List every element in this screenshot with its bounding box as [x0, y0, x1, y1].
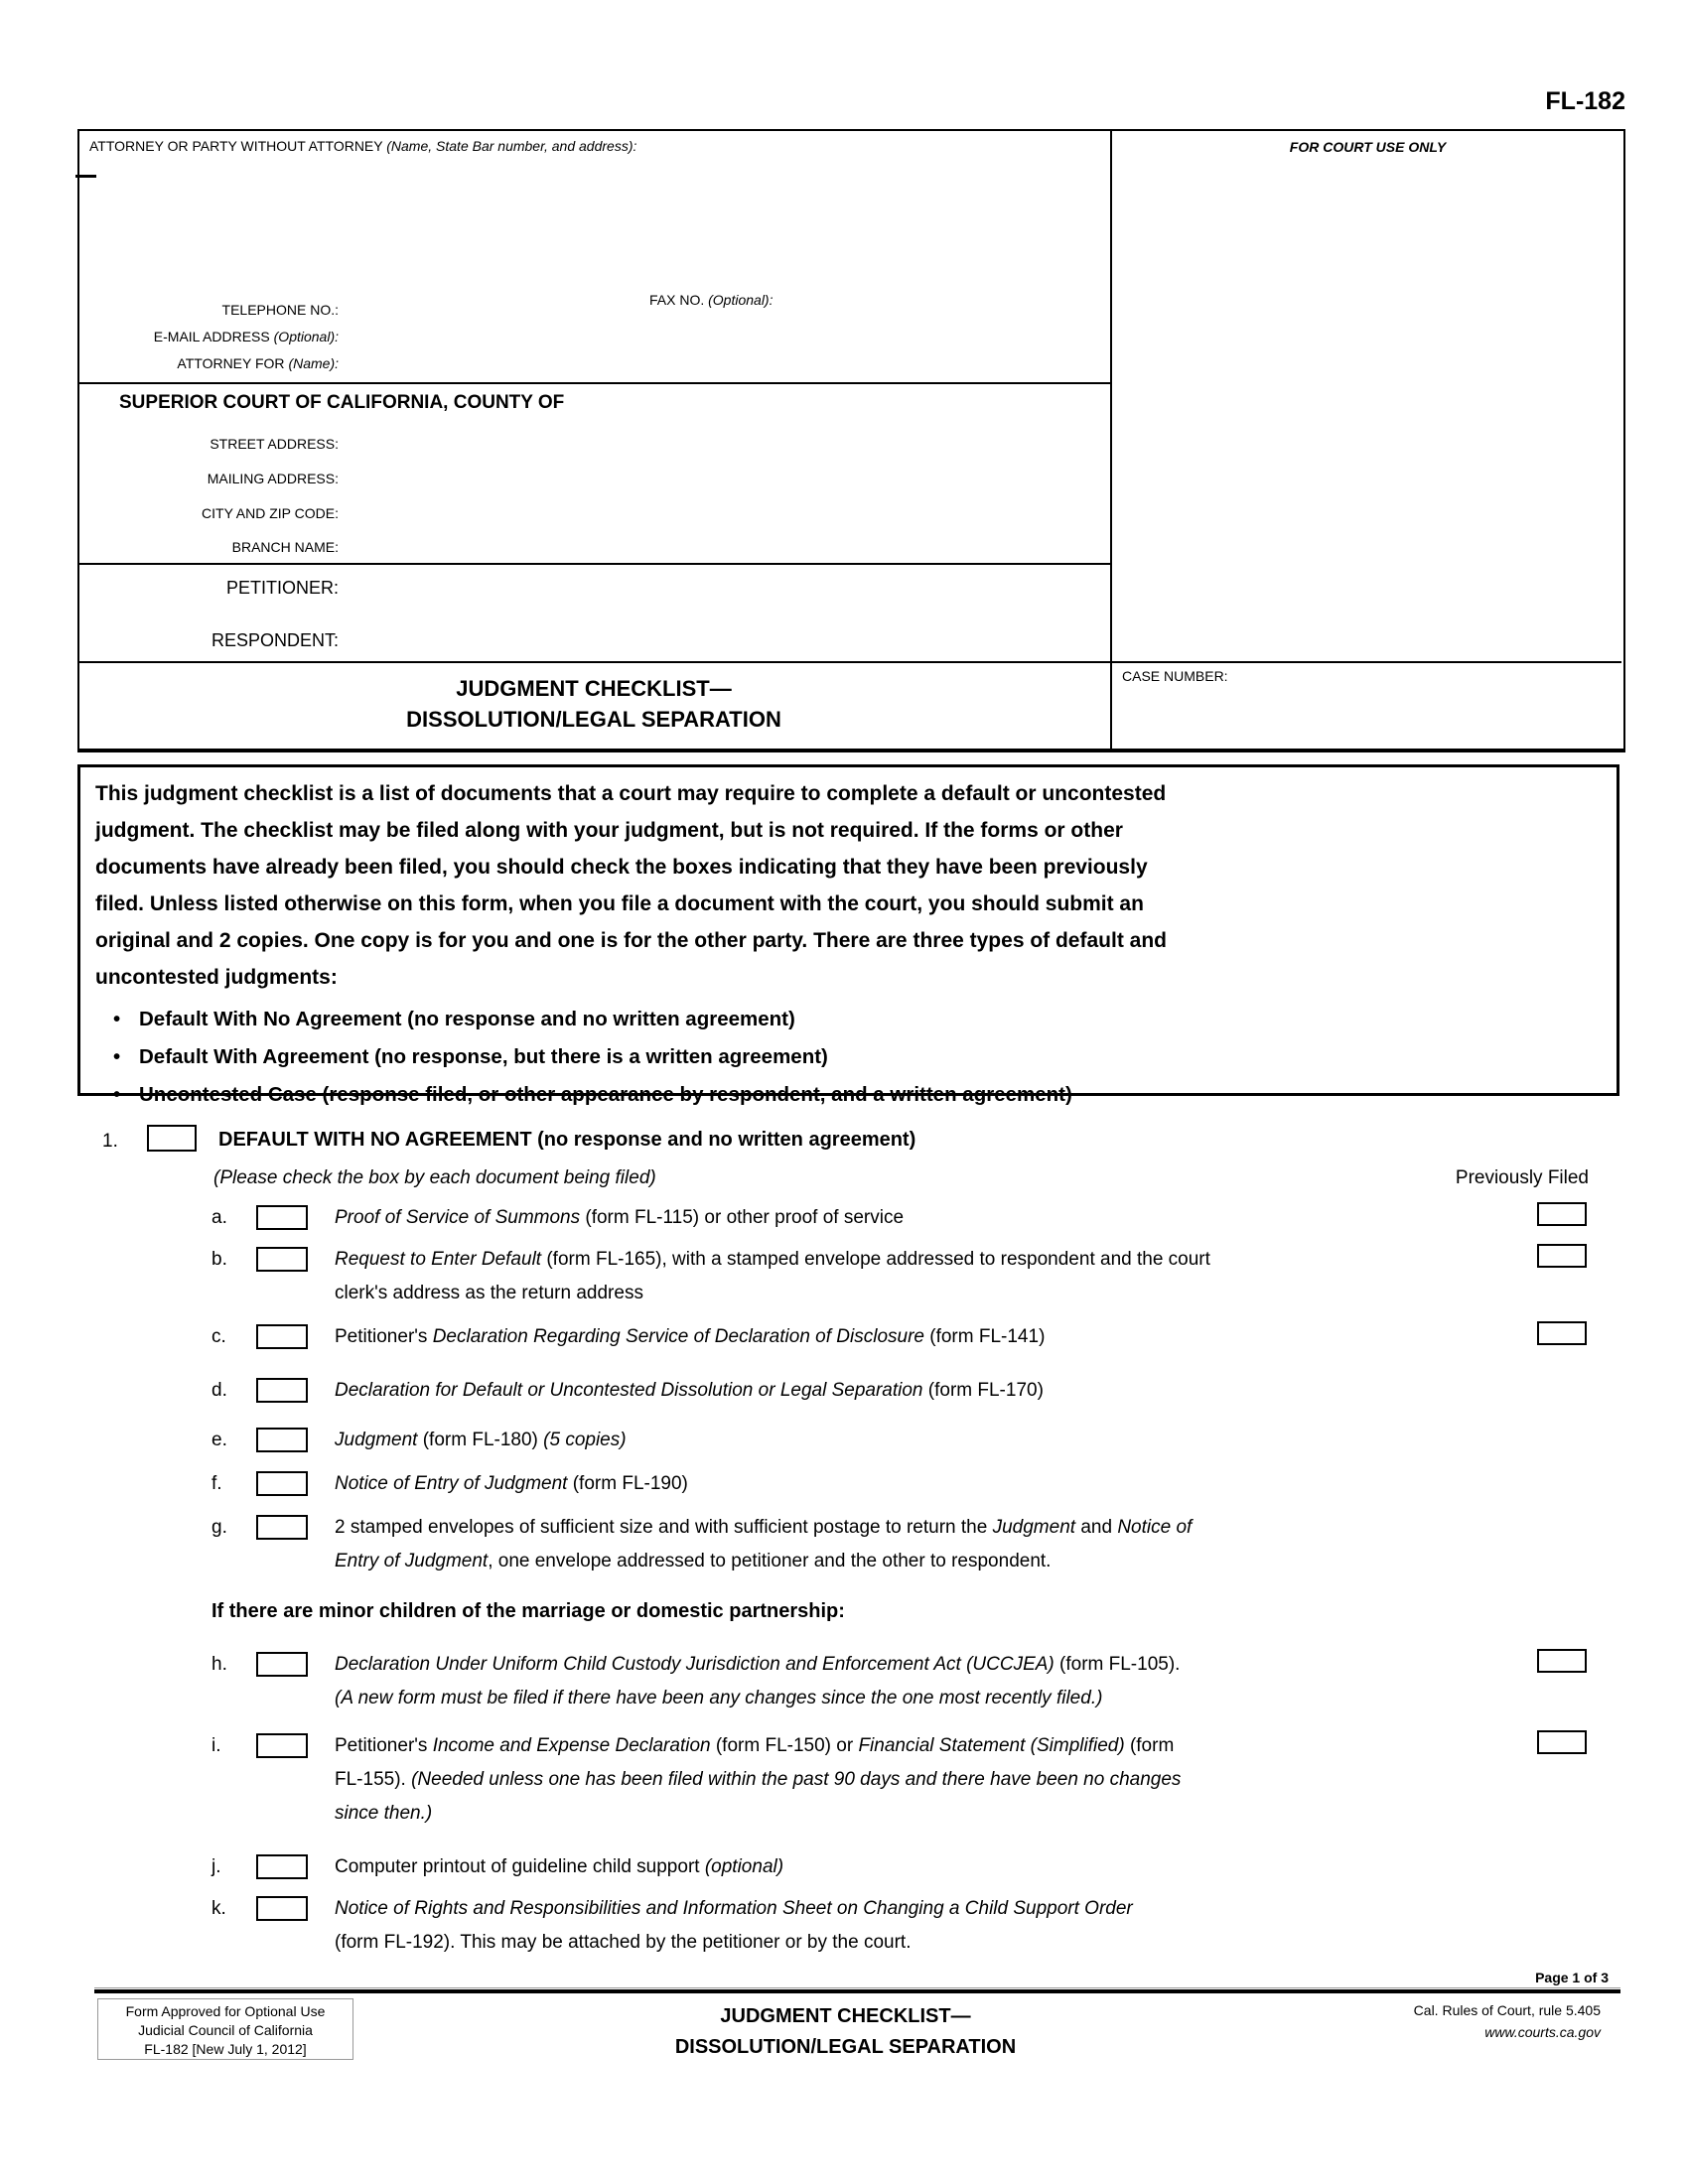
form-number: FL-182 — [1545, 87, 1625, 115]
item-text-segment: (form FL-180) — [417, 1430, 544, 1450]
item-text-segment: Judgment — [335, 1430, 418, 1450]
item-text — [335, 1511, 1516, 1578]
item-text — [335, 1892, 1516, 1960]
item-text-segment: (Needed unless one has been filed within the past 90 days and there have been no changes — [411, 1769, 1182, 1790]
item-text-segment: Notice of Entry of Judgment — [335, 1473, 568, 1494]
item-text-segment: (form FL-115) or other proof of service — [580, 1207, 905, 1228]
city-zip-label: CITY AND ZIP CODE: — [202, 505, 339, 521]
intro-paragraph — [95, 775, 1610, 996]
bullet-icon: • — [113, 1083, 121, 1106]
item-text-segment: Declaration for Default or Uncontested Dissolution or Legal Separation — [335, 1380, 923, 1401]
attorney-label-paren: (Name, State Bar number, and address): — [386, 138, 637, 154]
footer-title-line2: DISSOLUTION/LEGAL SEPARATION — [674, 2036, 1017, 2058]
item-text-segment: , one envelope addressed to petitioner and the other to respondent. — [488, 1551, 1052, 1571]
section1-note: (Please check the box by each document being filed) — [213, 1167, 656, 1188]
attorney-section-divider — [77, 382, 1112, 384]
item-text-segment: clerk's address as the return address — [335, 1283, 643, 1303]
previously-filed-label: Previously Filed — [1455, 1167, 1589, 1188]
item-letter: j. — [211, 1856, 221, 1877]
bullet-icon: • — [113, 1045, 121, 1068]
item-letter: k. — [211, 1898, 226, 1919]
item-text-segment: (form FL-150) or — [710, 1735, 859, 1756]
telephone-label: TELEPHONE NO.: — [221, 302, 339, 318]
item-text-segment: (form — [1124, 1735, 1175, 1756]
item-i-previously-filed-checkbox[interactable] — [1537, 1730, 1587, 1754]
item-text — [335, 1648, 1516, 1715]
respondent-label: RESPONDENT: — [211, 630, 339, 650]
branch-name-label: BRANCH NAME: — [231, 539, 339, 555]
item-text-segment: (optional) — [704, 1856, 784, 1877]
fax-label-text: FAX NO. — [649, 292, 709, 308]
item-i-checkbox[interactable] — [256, 1733, 308, 1758]
footer-rule — [94, 1989, 1620, 1993]
item-text-segment: Entry of Judgment — [335, 1551, 489, 1571]
intro-line: uncontested judgments: — [95, 966, 338, 989]
item-g-checkbox[interactable] — [256, 1515, 308, 1540]
header-vertical-divider — [1110, 129, 1112, 749]
item-c-checkbox[interactable] — [256, 1324, 308, 1349]
attorney-for-label — [85, 355, 339, 371]
item-letter: b. — [211, 1249, 227, 1270]
court-title: SUPERIOR COURT OF CALIFORNIA, COUNTY OF — [119, 392, 565, 413]
item-text-segment: (form FL-190) — [567, 1473, 688, 1494]
email-label-text: E-MAIL ADDRESS — [153, 329, 274, 344]
attorney-for-label-text: ATTORNEY FOR — [177, 355, 289, 371]
item-text-segment: and — [1075, 1517, 1118, 1538]
item-text-segment: Petitioner's — [335, 1735, 433, 1756]
fax-label — [649, 292, 773, 308]
email-label — [85, 329, 339, 344]
item-text-segment: (form FL-170) — [922, 1380, 1044, 1401]
item-text — [335, 1424, 1516, 1457]
page-number: Page 1 of 3 — [1535, 1970, 1609, 1985]
bullet-text: Uncontested Case (response filed, or other appearance by respondent, and a written agreement) — [139, 1083, 1072, 1106]
attorney-label-text: ATTORNEY OR PARTY WITHOUT ATTORNEY — [89, 138, 387, 154]
footer-approval-line: Judicial Council of California — [138, 2022, 313, 2038]
bullet-text: Default With Agreement (no response, but there is a written agreement) — [139, 1045, 828, 1068]
street-address-label: STREET ADDRESS: — [210, 436, 339, 452]
item-letter: h. — [211, 1654, 227, 1675]
bullet-text: Default With No Agreement (no response and no written agreement) — [139, 1008, 795, 1030]
item-text-segment: FL-155). — [335, 1769, 412, 1790]
item-text-segment: (form FL-165), with a stamped envelope addressed to respondent and the court — [541, 1249, 1210, 1270]
item-letter: f. — [211, 1473, 222, 1494]
item-letter: i. — [211, 1735, 221, 1756]
item-text-segment: Declaration Regarding Service of Declaration of Disclosure — [432, 1326, 924, 1347]
item-letter: e. — [211, 1430, 227, 1450]
item-f-checkbox[interactable] — [256, 1471, 308, 1496]
item-letter: a. — [211, 1207, 227, 1228]
item-text — [335, 1320, 1516, 1354]
bullet-icon: • — [113, 1008, 121, 1030]
case-number-label: CASE NUMBER: — [1122, 668, 1228, 684]
item-text-segment: (5 copies) — [543, 1430, 627, 1450]
attorney-label — [89, 138, 636, 154]
form-title-line1: JUDGMENT CHECKLIST— — [456, 676, 732, 701]
item-h-previously-filed-checkbox[interactable] — [1537, 1649, 1587, 1673]
item-text-segment: Computer printout of guideline child support — [335, 1856, 705, 1877]
footer-approval-line: Form Approved for Optional Use — [125, 2003, 326, 2019]
item-c-previously-filed-checkbox[interactable] — [1537, 1321, 1587, 1345]
item-text-segment: Request to Enter Default — [335, 1249, 542, 1270]
item-d-checkbox[interactable] — [256, 1378, 308, 1403]
item-b-checkbox[interactable] — [256, 1247, 308, 1272]
item-j-checkbox[interactable] — [256, 1854, 308, 1879]
intro-bullet — [113, 1038, 1072, 1076]
fax-label-paren: (Optional): — [708, 292, 774, 308]
footer-rule-thin — [94, 1987, 1620, 1988]
item-letter: c. — [211, 1326, 226, 1347]
item-text — [335, 1467, 1516, 1501]
footer-website: www.courts.ca.gov — [1484, 2024, 1601, 2040]
item-text-segment: (form FL-192). This may be attached by the petitioner or by the court. — [335, 1932, 912, 1953]
attorney-for-label-paren: (Name): — [288, 355, 339, 371]
intro-line: This judgment checklist is a list of documents that a court may require to complete a default or uncontested — [95, 782, 1167, 805]
item-text-segment: (A new form must be filed if there have been any changes since the one most recently filed.) — [335, 1688, 1103, 1708]
children-heading: If there are minor children of the marriage or domestic partnership: — [211, 1600, 845, 1622]
item-e-checkbox[interactable] — [256, 1428, 308, 1452]
section1-heading: DEFAULT WITH NO AGREEMENT (no response and no written agreement) — [218, 1129, 916, 1151]
item-text-segment: 2 stamped envelopes of sufficient size and with sufficient postage to return the — [335, 1517, 993, 1538]
item-text-segment: Proof of Service of Summons — [335, 1207, 581, 1228]
item-text-segment: since then.) — [335, 1803, 433, 1824]
footer-rules-reference — [1192, 1999, 1601, 2043]
item-letter: g. — [211, 1517, 227, 1538]
item-text-segment: Financial Statement (Simplified) — [858, 1735, 1125, 1756]
email-label-paren: (Optional): — [273, 329, 339, 344]
intro-line: judgment. The checklist may be filed along with your judgment, but is not required. If the forms or other — [95, 819, 1123, 842]
item-text — [335, 1201, 1516, 1235]
item-text — [335, 1243, 1516, 1310]
margin-dash-mark — [75, 175, 96, 178]
item-text-segment: Notice of — [1117, 1517, 1193, 1538]
item-a-checkbox[interactable] — [256, 1205, 308, 1230]
item-text-segment: (form FL-141) — [923, 1326, 1046, 1347]
intro-line: documents have already been filed, you should check the boxes indicating that they have been previously — [95, 856, 1148, 879]
item-text-segment: Petitioner's — [335, 1326, 433, 1347]
party-section-divider — [77, 661, 1621, 663]
footer-title-line1: JUDGMENT CHECKLIST— — [720, 2005, 971, 2027]
item-b-previously-filed-checkbox[interactable] — [1537, 1244, 1587, 1268]
section1-number: 1. — [102, 1131, 118, 1152]
item-text — [335, 1729, 1516, 1831]
item-text-segment: Declaration Under Uniform Child Custody Jurisdiction and Enforcement Act (UCCJEA) — [335, 1654, 1055, 1675]
court-section-divider — [77, 563, 1112, 565]
item-letter: d. — [211, 1380, 227, 1401]
item-text-segment: Judgment — [992, 1517, 1076, 1538]
for-court-use-label: FOR COURT USE ONLY — [1289, 139, 1447, 155]
mailing-address-label: MAILING ADDRESS: — [207, 471, 339, 486]
form-title-line2: DISSOLUTION/LEGAL SEPARATION — [406, 707, 781, 732]
item-text-segment: (form FL-105). — [1054, 1654, 1181, 1675]
footer-approval-line: FL-182 [New July 1, 2012] — [144, 2041, 307, 2057]
item-h-checkbox[interactable] — [256, 1652, 308, 1677]
intro-line: original and 2 copies. One copy is for you and one is for the other party. There are three types of default and — [95, 929, 1167, 952]
intro-bullet — [113, 1076, 1072, 1114]
item-text — [335, 1374, 1516, 1408]
section1-checkbox[interactable] — [147, 1125, 197, 1152]
petitioner-label: PETITIONER: — [225, 578, 339, 598]
intro-line: filed. Unless listed otherwise on this form, when you file a document with the court, you should submit an — [95, 892, 1144, 915]
item-a-previously-filed-checkbox[interactable] — [1537, 1202, 1587, 1226]
intro-bullet — [113, 1001, 1072, 1038]
item-text — [335, 1850, 1516, 1884]
item-k-checkbox[interactable] — [256, 1896, 308, 1921]
intro-bullets — [113, 1001, 1072, 1114]
item-text-segment: Income and Expense Declaration — [432, 1735, 711, 1756]
item-text-segment: Notice of Rights and Responsibilities and Information Sheet on Changing a Child Support Order — [335, 1898, 1133, 1919]
footer-rule-citation: Cal. Rules of Court, rule 5.405 — [1413, 2002, 1601, 2018]
